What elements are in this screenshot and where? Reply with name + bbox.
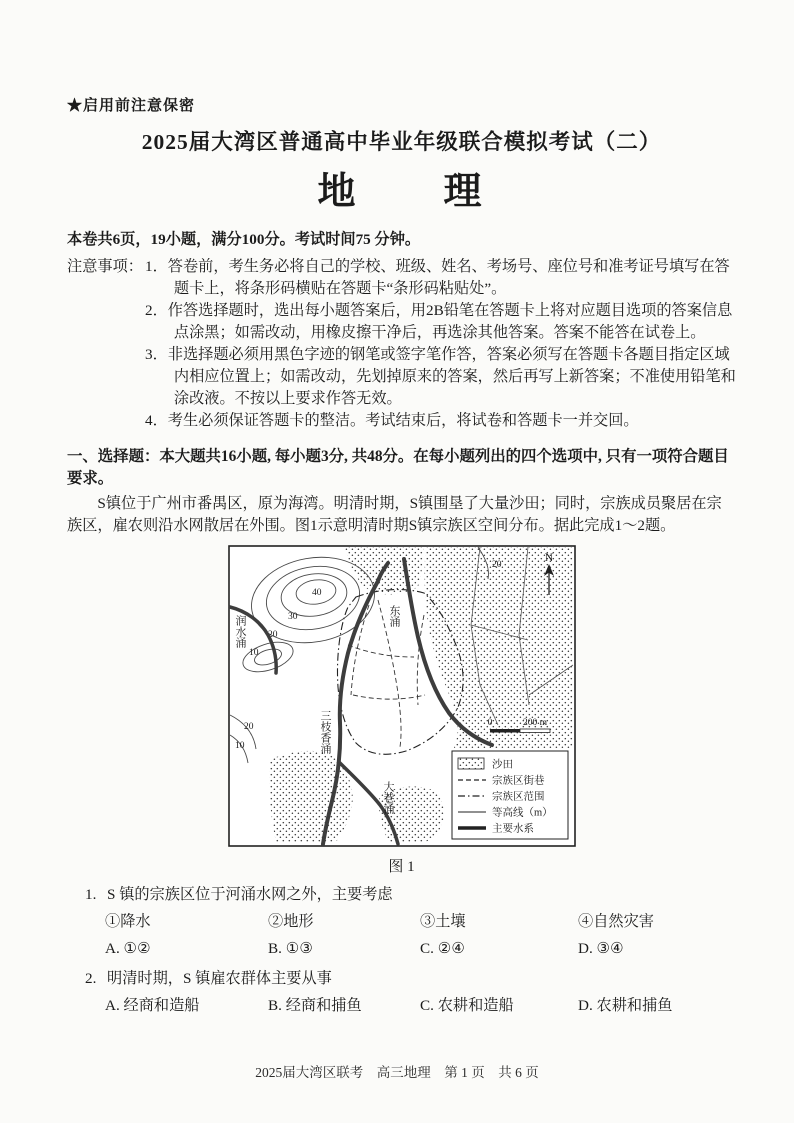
notes-label: 注意事项： [67, 258, 143, 275]
option-c: C. 农耕和造船 [420, 997, 514, 1014]
question-2-stem: 明清时期，S 镇雇农群体主要从事 [107, 970, 332, 987]
option-d: D. 农耕和捕鱼 [578, 997, 673, 1014]
legend-label-boundary: 宗族区范围 [491, 791, 544, 803]
exam-info-line: 本卷共6页，19小题，满分100分。考试时间75 分钟。 [67, 231, 421, 248]
question-1 [67, 884, 736, 960]
figure-1 [67, 545, 736, 876]
contour-label-10-sw: 10 [234, 741, 244, 751]
legend-label-streets: 宗族区街巷 [491, 775, 544, 787]
page-content [67, 0, 736, 1017]
contour-label-20-ne: 20 [491, 560, 501, 570]
exam-title: 2025届大湾区普通高中毕业年级联合模拟考试（二） [141, 130, 662, 154]
option-d: D. ③④ [578, 940, 624, 957]
note-item-3: 3．非选择题必须用黑色字迹的钢笔或签字笔作答，答案必须写在答题卡各题目指定区域内相应位置上；如需改动，先划掉原来的答案，然后再写上新答案；不准使用铅笔和涂改液。不按以上要求作答无效。 [145, 346, 736, 407]
question-2-options [85, 995, 736, 1017]
river-label-dongchong: 东涌 [387, 605, 400, 627]
section-heading: 一、选择题：本大题共16小题, 每小题3分, 共48分。在每小题列出的四个选项中, 只有一项符合题目要求。 [67, 448, 729, 487]
note-item-4: 4．考生必须保证答题卡的整洁。考试结束后，将试卷和答题卡一并交回。 [145, 412, 639, 429]
river-label-daxiang: 大巷涌 [381, 781, 394, 814]
passage-text: S镇位于广州市番禺区，原为海湾。明清时期，S镇围垦了大量沙田；同时，宗族成员聚居在宗族区，雇农则沿水网散居在外围。图1示意明清时期S镇宗族区空间分布。据此完成1～2题。 [67, 495, 722, 534]
legend-label-sand: 沙田 [491, 759, 513, 771]
subitem-4: ④自然灾害 [578, 913, 654, 930]
scale-zero-label: 0 [487, 718, 492, 728]
legend-label-water: 主要水系 [491, 823, 534, 835]
contour-label-20-sw: 20 [243, 722, 253, 732]
question-1-stem: S 镇的宗族区位于河涌水网之外，主要考虑 [107, 886, 393, 903]
option-b: B. 经商和捕鱼 [268, 997, 362, 1014]
legend-label-contour: 等高线（m） [491, 807, 553, 819]
river-label-runshui: 润水涌 [233, 615, 246, 648]
note-item-1: 1．答卷前，考生务必将自己的学校、班级、姓名、考场号、座位号和准考证号填写在答题卡上，将条形码横贴在答题卡“条形码粘贴处”。 [145, 258, 730, 297]
option-c: C. ②④ [420, 940, 465, 957]
subitem-1: ①降水 [105, 913, 151, 930]
contour-label-20: 20 [267, 630, 277, 640]
option-a: A. 经商和造船 [105, 997, 200, 1014]
subject-title: 地 理 [317, 171, 486, 213]
scale-distance-label: 200 m [522, 718, 547, 728]
subitem-3: ③土壤 [420, 913, 466, 930]
question-2-number: 2. [85, 970, 97, 987]
note-item-2: 2．作答选择题时，选出每小题答案后，用2B铅笔在答题卡上将对应题目选项的答案信息点涂黑；如需改动，用橡皮擦干净后，再选涂其他答案。答案不能答在试卷上。 [145, 302, 733, 341]
map-legend [452, 751, 568, 839]
option-a: A. ①② [105, 940, 151, 957]
question-1-subitems [85, 911, 736, 933]
question-2 [67, 968, 736, 1017]
contour-label-40: 40 [311, 588, 321, 598]
figure-map [228, 545, 576, 847]
contour-label-30: 30 [287, 612, 297, 622]
option-b: B. ①③ [268, 940, 313, 957]
north-label: N [544, 550, 553, 564]
security-note: ★启用前注意保密 [67, 98, 196, 114]
page-footer: 2025届大湾区联考 高三地理 第 1 页 共 6 页 [255, 1065, 539, 1080]
subitem-2: ②地形 [268, 913, 314, 930]
river-label-sanzhixiang: 三枝香涌 [318, 710, 331, 754]
figure-caption: 图 1 [388, 859, 415, 875]
contour-label-10: 10 [248, 648, 258, 658]
legend-symbol-sand [458, 758, 484, 769]
question-1-number: 1. [85, 886, 97, 903]
notes-block [67, 256, 736, 432]
question-1-options [85, 938, 736, 960]
